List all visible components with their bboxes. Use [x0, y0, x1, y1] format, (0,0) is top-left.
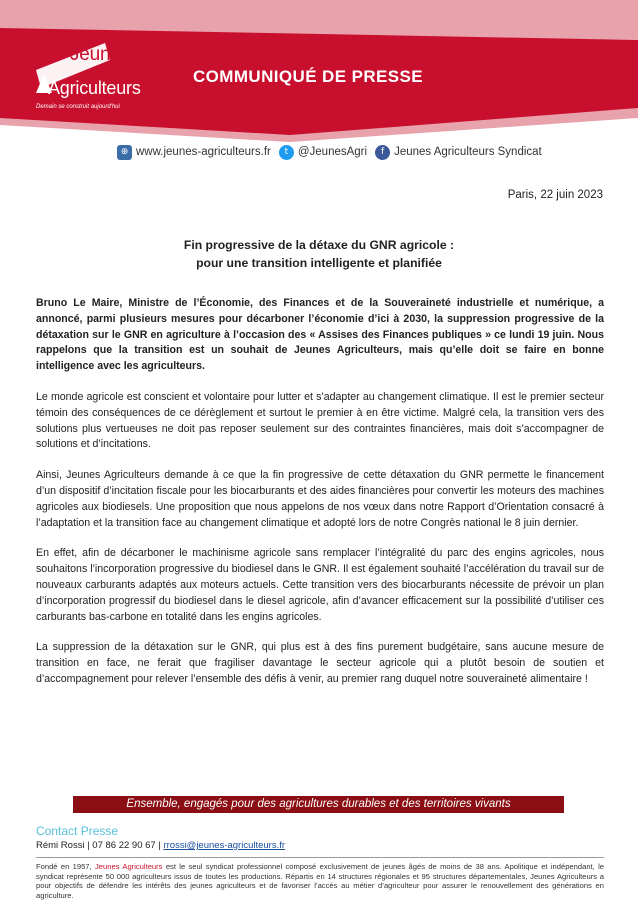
- contact-bar: [117, 143, 550, 161]
- page-title: COMMUNIQUÉ DE PRESSE: [193, 67, 423, 86]
- press-contact-email[interactable]: rrossi@jeunes-agriculteurs.fr: [163, 840, 286, 851]
- logo-tagline: Demain se construit aujourd'hui: [36, 104, 120, 110]
- footer-brand: Jeunes Agriculteurs: [94, 862, 163, 871]
- twitter-icon: t: [279, 145, 294, 160]
- slogan-banner: Ensemble, engagés pour des agricultures durables et des territoires vivants: [73, 796, 564, 813]
- website-item[interactable]: [117, 145, 271, 160]
- title-line-2: pour une transition intelligente et planifiée: [196, 256, 442, 270]
- press-contact-title: Contact Presse: [36, 824, 119, 838]
- footer-after-brand: est le seul syndicat professionnel composé exclusivement de jeunes âgés de moins de 38 ans. Apolitique et indépendant, le syndicat représente 50 000 agriculteurs issus de toutes les productions. Répartis en 14 structures régionales et 95 structures départementales, Jeunes Agriculteurs a pour objectifs de défendre les intérêts des jeunes agriculteurs et de favoriser l’accès au métier d’agriculteur pour assurer le renouvellement des générations en agriculture.: [36, 862, 605, 900]
- footer-divider: [36, 857, 604, 858]
- facebook-page[interactable]: Jeunes Agriculteurs Syndicat: [394, 146, 542, 158]
- facebook-icon: f: [375, 145, 390, 160]
- lead-paragraph: Bruno Le Maire, Ministre de l’Économie, des Finances et de la Souveraineté industrielle et numérique, a annoncé, parmi plusieurs mesures pour décarboner l’économie d’ici à 2030, la suppression progressive de la détaxation sur le GNR en agriculture à l’occasion des « Assises des Finances publiques » ce lundi 19 juin. Nous rappelons que la transition est un souhait de Jeunes Agriculteurs, mais qu’elle doit se faire en bonne intelligence avec les agriculteurs.: [36, 297, 604, 373]
- press-contact-line: [36, 840, 285, 851]
- website-link[interactable]: www.jeunes-agriculteurs.fr: [136, 146, 271, 158]
- paragraph-3: En effet, afin de décarboner le machinisme agricole sans remplacer l’intégralité du parc des engins agricoles, nous souhaitons l’incorporation progressive du biodiesel dans le GNR. Il est également souhaité l’accélération du travail sur de nouveaux carburants adaptés aux moteurs actuels. Cette transition vers des biocarburants nécessite de prévoir un plan d’incorporation progressif du biodiesel dans le diesel agricole, afin d’avancer efficacement sur la possibilité d’utiliser ces carburants bas-carbone en totalité dans les engins agricoles.: [36, 547, 604, 623]
- footer-text: [36, 862, 604, 900]
- header-banner: [0, 0, 638, 142]
- body-text: [36, 296, 604, 703]
- paragraph-1: Le monde agricole est conscient et volontaire pour lutter et s’adapter au changement climatique. Il est le premier secteur témoin des conséquences de ce dérèglement et surtout le premier à en être victime. Malgré cela, la transition vers des solutions plus vertueuses ne doit pas reposer seulement sur des contraintes financières, mais doit s’accompagner de solutions et d’incitations.: [36, 390, 604, 451]
- footer-before-brand: Fondé en 1957,: [36, 862, 95, 871]
- logo-word-agriculteurs: Agriculteurs: [48, 78, 141, 98]
- facebook-item[interactable]: [375, 145, 542, 160]
- press-contact-name-phone: Rémi Rossi | 07 86 22 90 67 |: [36, 840, 164, 851]
- globe-icon: ⊕: [117, 145, 132, 160]
- date-line: Paris, 22 juin 2023: [507, 189, 603, 201]
- twitter-item[interactable]: [279, 145, 367, 160]
- title-line-1: Fin progressive de la détaxe du GNR agricole :: [183, 238, 455, 252]
- paragraph-4: La suppression de la détaxation sur le GNR, qui plus est à des fins purement budgétaire, sans aucune mesure de transition en face, ne ferait que fragiliser davantage le secteur agricole qui a plutôt besoin de soutien et d’accompagnement pour relever l’ensemble des défis à venir, au premier rang duquel notre souveraineté alimentaire !: [36, 641, 604, 685]
- twitter-handle[interactable]: @JeunesAgri: [297, 146, 368, 158]
- logo-word-jeunes: Jeunes: [70, 44, 131, 65]
- release-title: [0, 236, 638, 272]
- paragraph-2: Ainsi, Jeunes Agriculteurs demande à ce que la fin progressive de cette détaxation du GNR permette le financement d’un dispositif d’incitation fiscale pour les biocarburants et des aides financières pour convertir les moteurs des machines agricoles aux biodiesels. Une proposition que nous appelons de nos vœux dans notre Rapport d’Orientation consacré à l’adaptation et la transition face au changement climatique et adopté lors de notre Congrès national le 8 juin dernier.: [36, 469, 604, 529]
